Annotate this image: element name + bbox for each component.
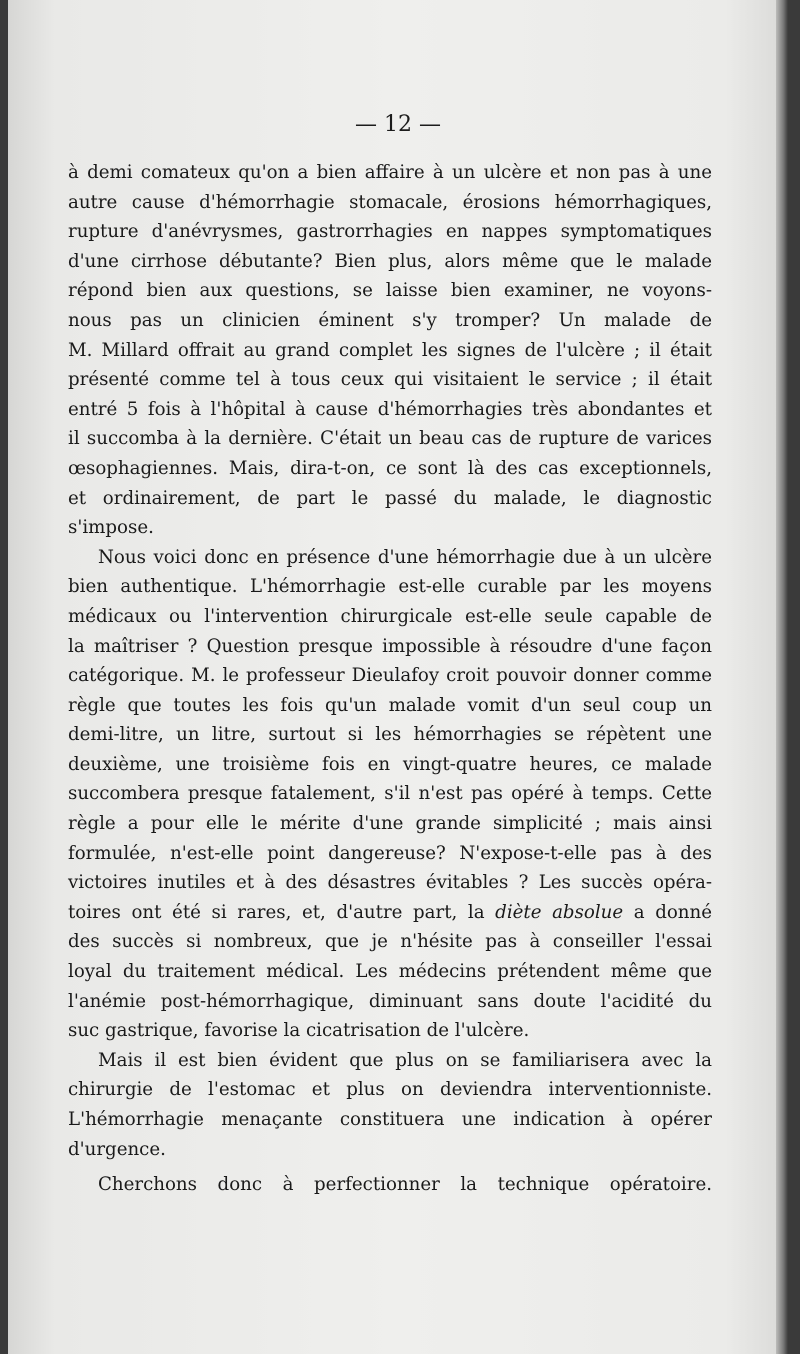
text-line: rupture d'anévrysmes, gastrorrhagies en nappes symptomatiques: [68, 221, 712, 243]
text-line: répond bien aux questions, se laisse bien examiner, ne voyons-: [68, 280, 712, 302]
text-line: nous pas un clinicien éminent s'y tromper? Un malade de: [68, 309, 712, 331]
text-line: suc gastrique, favorise la cicatrisation de l'ulcère.: [68, 1020, 530, 1042]
text-line: autre cause d'hémorrhagie stomacale, érosions hémorrhagiques,: [68, 191, 712, 213]
text-line: œsophagiennes. Mais, dira-t-on, ce sont là des cas exceptionnels,: [68, 457, 712, 479]
text-line: loyal du traitement médical. Les médecins prétendent même que: [68, 961, 712, 983]
text-line: d'une cirrhose débutante? Bien plus, alors même que le malade: [68, 250, 712, 272]
text-line: Nous voici donc en présence d'une hémorrhagie due à un ulcère: [98, 546, 712, 568]
text-line: M. Millard offrait au grand complet les signes de l'ulcère ; il était: [68, 339, 712, 361]
text-run: a donné: [623, 901, 712, 923]
text-line: entré 5 fois à l'hôpital à cause d'hémorrhagies très abondantes et: [68, 398, 712, 420]
text-line: bien authentique. L'hémorrhagie est-elle curable par les moyens: [68, 576, 712, 598]
text-line: deuxième, une troisième fois en vingt-quatre heures, ce malade: [68, 753, 712, 775]
body-text: [68, 158, 712, 1200]
text-line: [68, 898, 712, 928]
text-line: règle a pour elle le mérite d'une grande simplicité ; mais ainsi: [68, 813, 712, 835]
text-line: règle que toutes les fois qu'un malade vomit d'un seul coup un: [68, 694, 712, 716]
text-line: à demi comateux qu'on a bien affaire à un ulcère et non pas à une: [68, 162, 712, 183]
page-edge-shadow: [776, 0, 788, 1354]
text-line: Mais il est bien évident que plus on se familiarisera avec la: [98, 1049, 712, 1071]
text-line: L'hémorrhagie menaçante constituera une indication à opérer: [68, 1109, 712, 1130]
book-page: [8, 0, 788, 1354]
text-line: victoires inutiles et à des désastres évitables ? Les succès opéra-: [68, 872, 712, 894]
text-line: Cherchons donc à perfectionner la technique opératoire.: [98, 1174, 712, 1196]
text-line: l'anémie post-hémorrhagique, diminuant sans doute l'acidité du: [68, 990, 712, 1012]
text-line: s'impose.: [68, 517, 154, 539]
text-line: catégorique. M. le professeur Dieulafoy croit pouvoir donner comme: [68, 665, 712, 687]
text-line: chirurgie de l'estomac et plus on deviendra interventionniste.: [68, 1079, 712, 1101]
text-line: formulée, n'est-elle point dangereuse? N'expose-t-elle pas à des: [68, 842, 712, 864]
text-line: médicaux ou l'intervention chirurgicale est-elle seule capable de: [68, 605, 712, 627]
text-line: d'urgence.: [68, 1138, 166, 1160]
italic-text: diète absolue: [495, 901, 624, 923]
text-line: demi-litre, un litre, surtout si les hémorrhagies se répètent une: [68, 724, 712, 746]
text-line: succombera presque fatalement, s'il n'est pas opéré à temps. Cette: [68, 783, 712, 805]
text-line: des succès si nombreux, que je n'hésite pas à conseiller l'essai: [68, 931, 712, 953]
text-line: présenté comme tel à tous ceux qui visitaient le service ; il était: [68, 369, 712, 391]
text-run: toires ont été si rares, et, d'autre part, la: [68, 901, 496, 923]
text-line: et ordinairement, de part le passé du malade, le diagnostic: [68, 487, 712, 509]
text-line: la maîtriser ? Question presque impossible à résoudre d'une façon: [68, 635, 712, 657]
text-line: il succomba à la dernière. C'était un beau cas de rupture de varices: [68, 428, 712, 450]
page-number: — 12 —: [355, 112, 441, 137]
